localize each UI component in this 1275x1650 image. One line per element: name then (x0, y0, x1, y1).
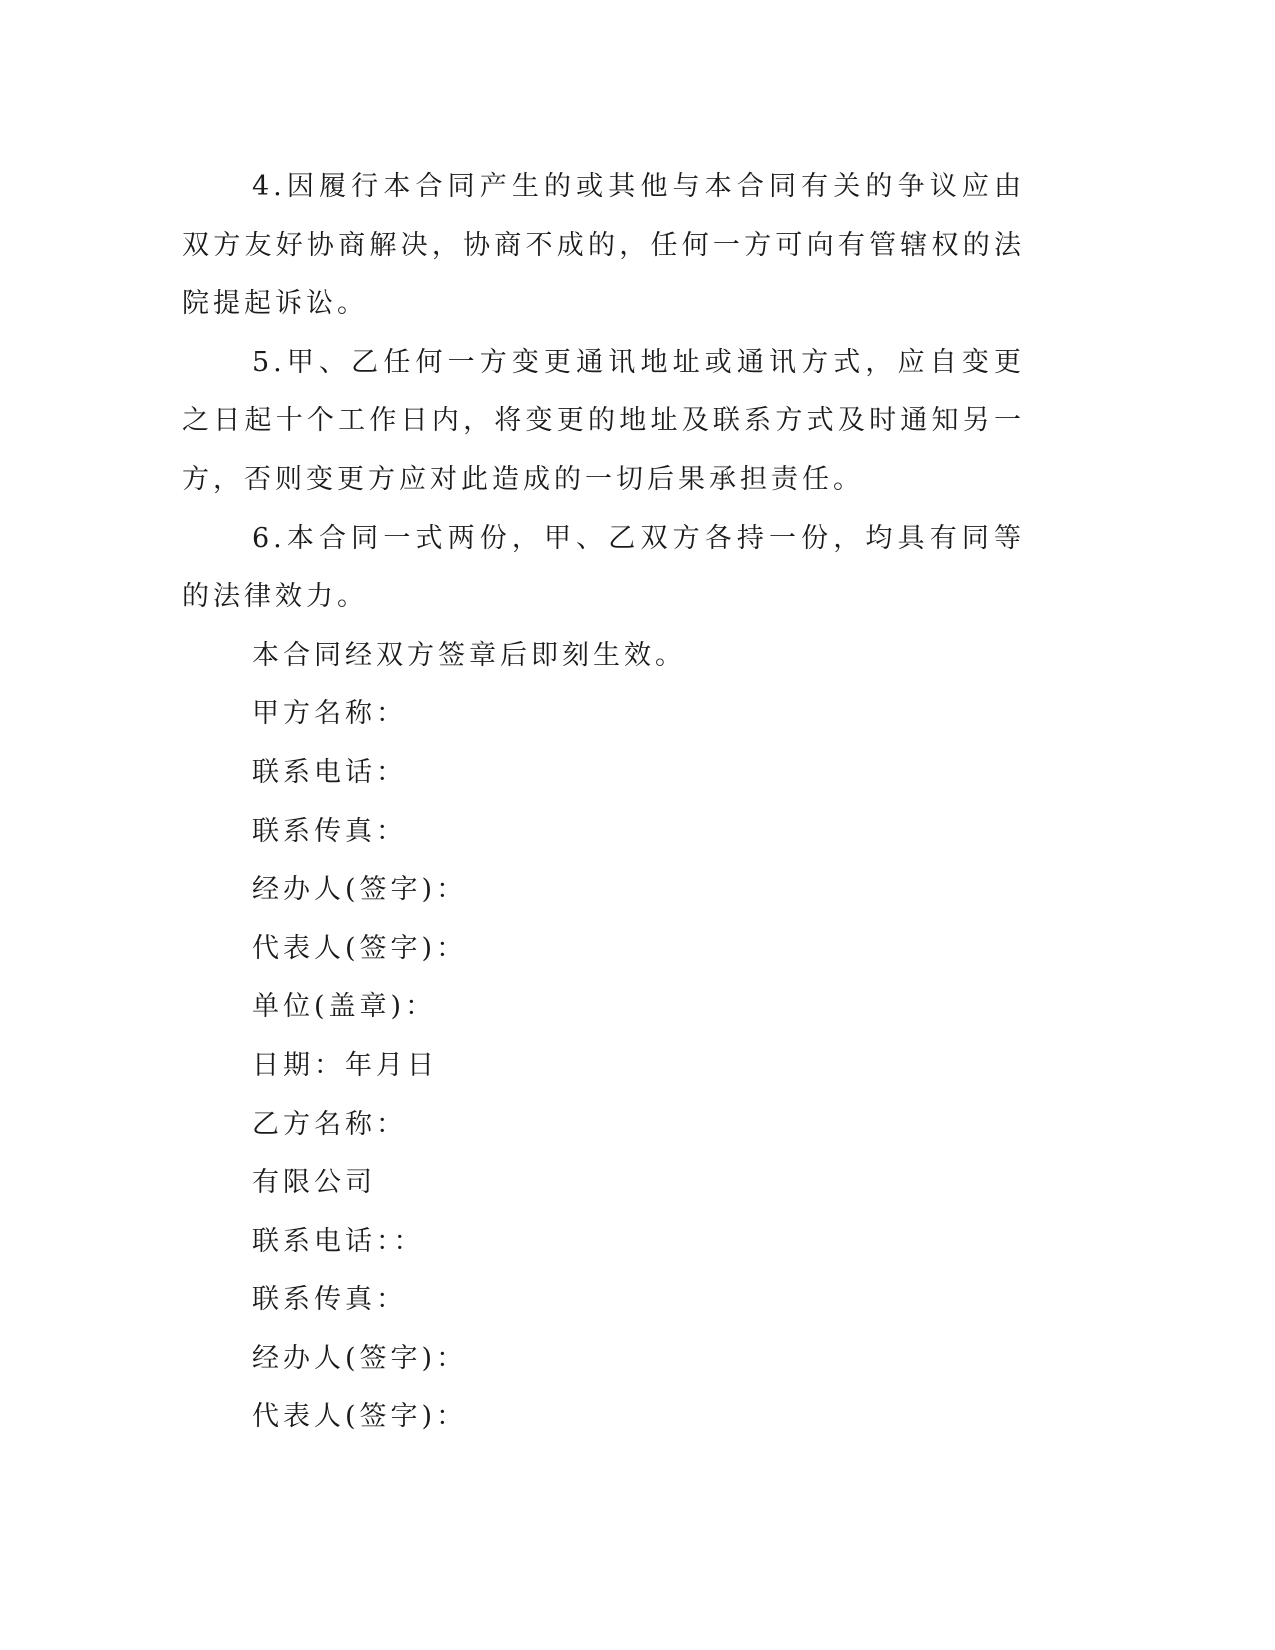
party-a-unit-label: 单位(盖章)： (252, 991, 437, 1023)
party-a-phone-label: 联系电话： (252, 756, 407, 788)
party-b-phone-label: 联系电话：： (252, 1225, 425, 1257)
party-b-handler-label: 经办人(签字)： (252, 1342, 468, 1374)
party-b-representative-label: 代表人(签字)： (252, 1401, 468, 1433)
document-body (182, 158, 1025, 1447)
clause-4: 4.因履行本合同产生的或其他与本合同有关的争议应由双方友好协商解决，协商不成的，任何一方可向有管辖权的法院提起诉讼。 (182, 171, 1025, 320)
party-a-name-label: 甲方名称： (252, 698, 407, 730)
party-b-name-label: 乙方名称： (252, 1108, 407, 1140)
party-b-fax-label: 联系传真： (252, 1284, 407, 1316)
party-a-date-label: 日期：年月日 (252, 1049, 438, 1081)
party-a-handler-label: 经办人(签字)： (252, 874, 468, 906)
party-a-representative-label: 代表人(签字)： (252, 932, 468, 964)
clause-5: 5.甲、乙任何一方变更通讯地址或通讯方式，应自变更之日起十个工作日内，将变更的地址及联系方式及时通知另一方，否则变更方应对此造成的一切后果承担责任。 (182, 346, 1025, 495)
effective-statement: 本合同经双方签章后即刻生效。 (252, 639, 686, 671)
party-b-company: 有限公司 (252, 1167, 376, 1199)
party-a-fax-label: 联系传真： (252, 815, 407, 847)
clause-6: 6.本合同一式两份，甲、乙双方各持一份，均具有同等的法律效力。 (182, 522, 1025, 613)
